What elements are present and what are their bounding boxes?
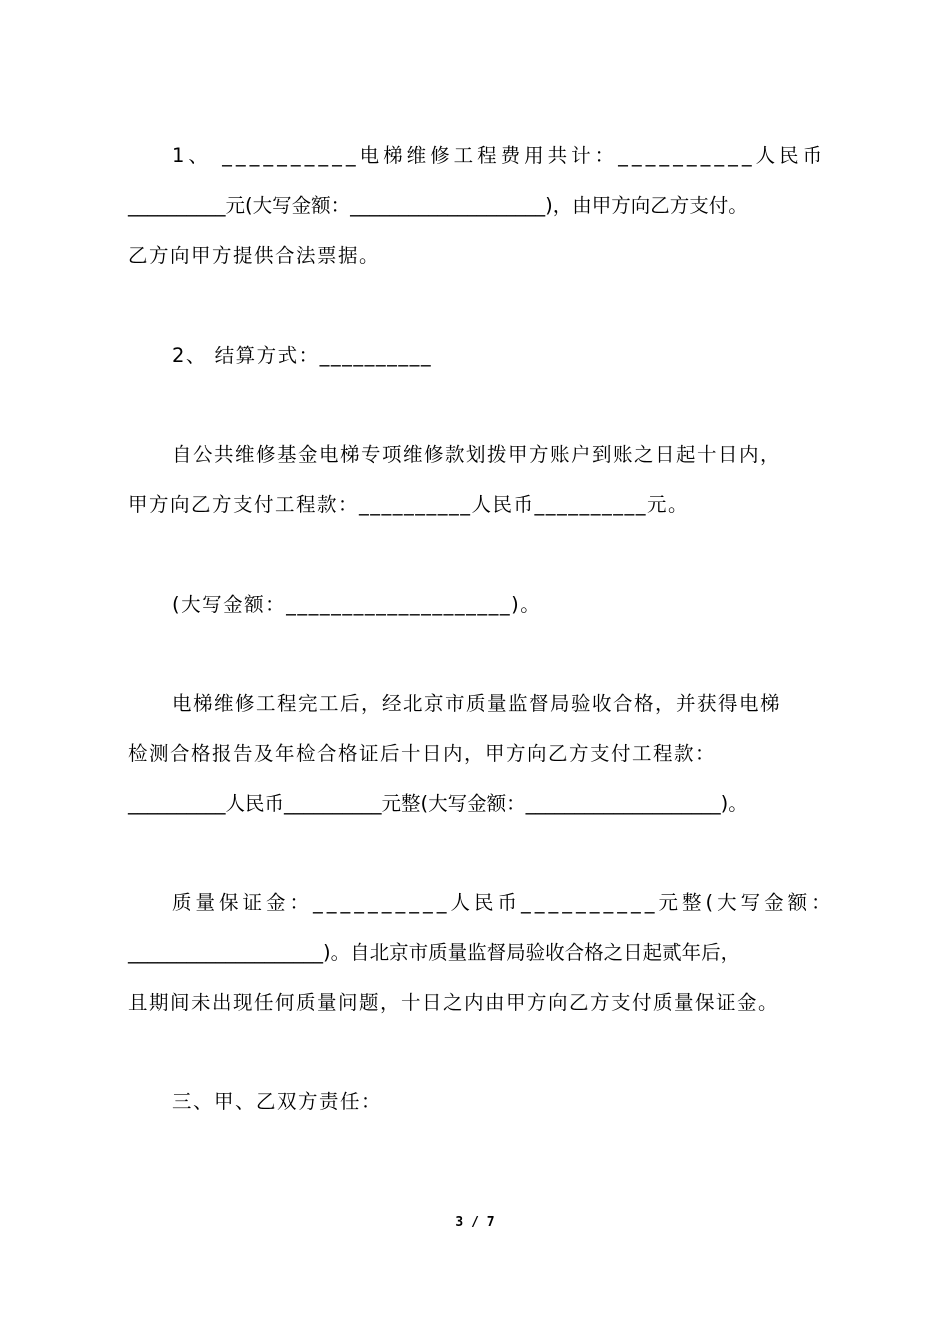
p2-line1: 2、 结算方式：__________ — [172, 344, 433, 367]
p6-line1: 质量保证金：__________人民币__________元整(大写金额： — [172, 891, 835, 914]
p7-line1: 三、甲、乙双方责任： — [172, 1090, 383, 1113]
p1-line1: 1、 __________电梯维修工程费用共计：__________人民币 — [172, 144, 827, 167]
p3-line2: 甲方向乙方支付工程款：__________人民币__________元。 — [128, 493, 690, 516]
p6-line2: ____________________)。自北京市质量监督局验收合格之日起贰年后， — [128, 941, 741, 964]
p1-line2: __________元(大写金额：____________________)，由甲方向乙方支付。 — [128, 194, 748, 217]
p5-line1: 电梯维修工程完工后，经北京市质量监督局验收合格，并获得电梯 — [172, 692, 782, 715]
p5-line3: __________人民币__________元整(大写金额：____________________)。 — [128, 792, 748, 815]
p6-line3: 且期间未出现任何质量问题，十日之内由甲方向乙方支付质量保证金。 — [128, 991, 780, 1014]
page-number: 3 / 7 — [455, 1215, 495, 1230]
p1-line3: 乙方向甲方提供合法票据。 — [128, 244, 381, 267]
p5-line2: 检测合格报告及年检合格证后十日内，甲方向乙方支付工程款： — [128, 742, 717, 765]
p4-line1: (大写金额：____________________)。 — [172, 593, 542, 616]
p3-line1: 自公共维修基金电梯专项维修款划拨甲方账户到账之日起十日内， — [172, 443, 782, 466]
